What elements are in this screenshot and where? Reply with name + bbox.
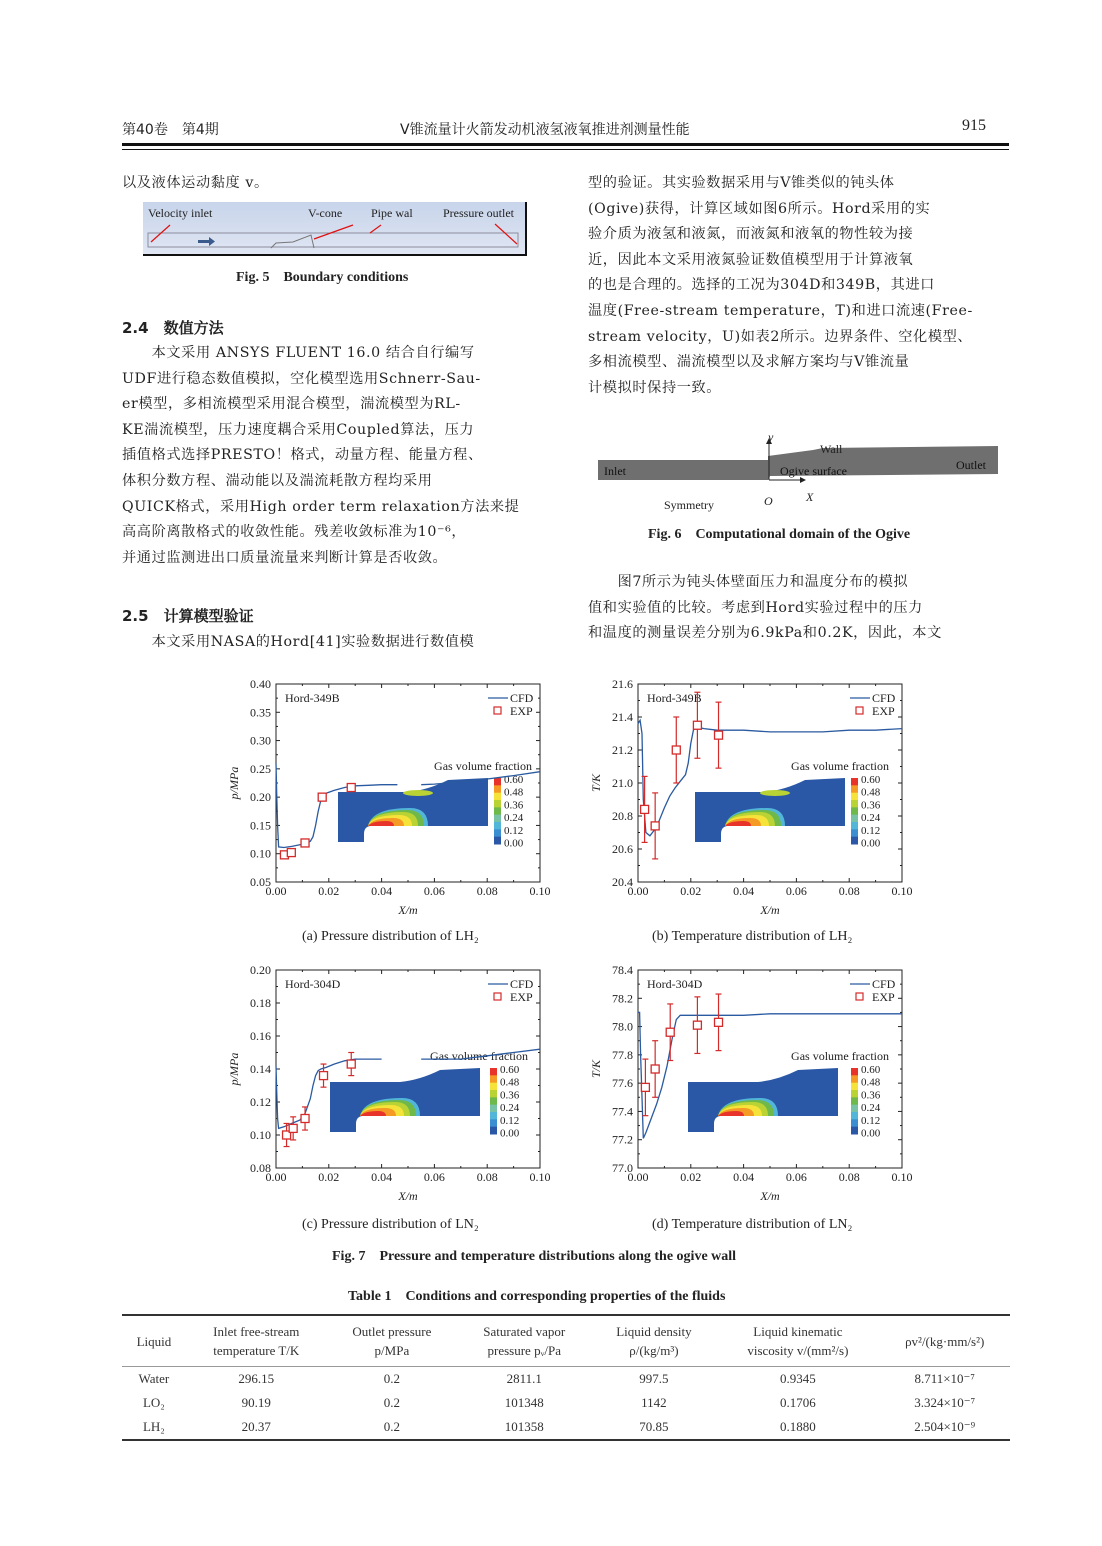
fig7-charts	[0, 660, 1102, 1260]
legend-exp-swatch	[494, 993, 501, 1000]
text-line: 多相流模型、湍流模型以及求解方案均与V锥流量	[588, 354, 910, 371]
exp-marker	[693, 721, 701, 729]
x-tick-label: 0.10	[891, 1170, 913, 1184]
table-header-cell	[716, 1315, 879, 1367]
gas-fraction-contour-inset	[338, 778, 488, 842]
colorbar-swatch	[494, 807, 501, 815]
legend	[488, 691, 534, 718]
contour-band-wall	[760, 790, 790, 796]
section-2-4-heading: 2.4 数值方法	[122, 319, 224, 337]
section-2-5-heading: 2.5 计算模型验证	[122, 607, 254, 625]
colorbar-tick-label: 0.24	[861, 812, 881, 825]
colorbar-title: Gas volume fraction	[430, 1049, 528, 1063]
exp-marker	[641, 1083, 649, 1091]
right-para-1	[588, 171, 1013, 401]
x-tick-label: 0.04	[733, 1170, 755, 1184]
chart-c-subcaption: (c) Pressure distribution of LN₂	[302, 1217, 479, 1232]
right-para-2	[588, 570, 1013, 647]
text-line: (Ogive)获得，计算区域如图6所示。Hord采用的实	[588, 200, 931, 217]
fig6-computational-domain	[598, 430, 1003, 516]
fig5-boundary-conditions	[143, 202, 527, 256]
chart-a-subcaption: (a) Pressure distribution of LH₂	[302, 929, 479, 944]
page-number: 915	[962, 117, 986, 134]
y-axis-label: T/K	[589, 1059, 603, 1079]
x-tick-label: 0.02	[318, 1170, 340, 1184]
colorbar-swatch	[494, 785, 501, 793]
colorbar-swatch	[851, 1127, 858, 1135]
colorbar-title: Gas volume fraction	[791, 759, 889, 773]
y-tick-label: 20.4	[612, 875, 633, 889]
chart-b-subcaption: (b) Temperature distribution of LH₂	[652, 929, 853, 944]
legend-cfd-label: CFD	[510, 691, 534, 705]
chart-b	[589, 677, 913, 917]
contour-band-wall	[403, 790, 433, 796]
table1-caption: Table 1 Conditions and corresponding properties of the fluids	[348, 1289, 726, 1304]
gas-fraction-contour-inset	[688, 1068, 838, 1132]
y-tick-label: 21.0	[612, 776, 633, 790]
colorbar-swatch	[851, 793, 858, 801]
colorbar-swatch	[851, 807, 858, 815]
y-tick-label: 0.10	[250, 1128, 271, 1142]
x-tick-label: 0.00	[265, 1170, 287, 1184]
text-line: 图7所示为钝头体壁面压力和温度分布的模拟	[588, 574, 909, 590]
table-header-cell	[457, 1315, 592, 1367]
exp-marker	[641, 805, 649, 813]
y-tick-label: 77.6	[612, 1076, 633, 1091]
fig5-caption: Fig. 5 Boundary conditions	[236, 270, 409, 285]
exp-marker	[289, 1124, 297, 1132]
y-axis-label: T/K	[589, 773, 603, 793]
exp-point	[347, 784, 355, 792]
colorbar-swatch	[851, 1112, 858, 1120]
exp-marker	[672, 746, 680, 754]
text-line: 验介质为液氢和液氮，而液氮和液氧的物性较为接	[588, 226, 914, 243]
y-tick-label: 21.6	[612, 677, 633, 691]
legend-cfd-label: CFD	[872, 977, 896, 991]
fig6-wall-label: Wall	[820, 442, 843, 456]
x-tick-label: 0.04	[733, 884, 755, 898]
label-pressure-outlet: Pressure outlet	[443, 206, 514, 220]
table-cell: 2811.1	[506, 1371, 542, 1386]
colorbar-tick-label: 0.36	[861, 1089, 881, 1102]
x-axis-label: X/m	[760, 903, 780, 917]
exp-point	[715, 702, 723, 768]
colorbar-swatch	[494, 800, 501, 808]
colorbar-swatch	[851, 1068, 858, 1076]
exp-point	[347, 1053, 355, 1076]
colorbar-swatch	[851, 1075, 858, 1083]
table-cell: 8.711×10⁻⁷	[914, 1371, 975, 1386]
table-header-cell	[327, 1315, 457, 1367]
colorbar-swatch	[851, 837, 858, 845]
table-cell: 997.5	[639, 1371, 669, 1386]
colorbar-swatch	[851, 800, 858, 808]
colorbar-tick-label: 0.48	[861, 786, 881, 799]
table-cell: 101348	[504, 1395, 544, 1410]
colorbar-swatch	[490, 1075, 497, 1083]
legend-cfd-label: CFD	[510, 977, 534, 991]
x-axis-label: X/m	[398, 1189, 418, 1203]
colorbar-swatch	[851, 822, 858, 830]
section-2-5-body	[122, 630, 562, 656]
colorbar-tick-label: 0.60	[861, 1064, 881, 1076]
exp-point	[693, 997, 701, 1054]
exp-point	[715, 994, 723, 1051]
x-tick-label: 0.06	[785, 1170, 807, 1184]
exp-point	[672, 717, 680, 783]
colorbar-swatch	[494, 829, 501, 837]
y-tick-label: 0.20	[250, 790, 271, 805]
legend-exp-label: EXP	[510, 704, 533, 718]
exp-marker	[693, 1021, 701, 1029]
colorbar-tick-label: 0.12	[861, 824, 881, 837]
x-tick-label: 0.04	[371, 1170, 393, 1184]
colorbar-tick-label: 0.12	[504, 824, 524, 837]
text-line: 以及液体运动黏度 v。	[122, 175, 269, 191]
x-tick-label: 0.00	[265, 884, 287, 898]
colorbar-tick-label: 0.00	[861, 837, 881, 850]
header-text: Liquid density	[616, 1324, 692, 1339]
fig6-origin-label: O	[764, 494, 773, 508]
colorbar-swatch	[851, 1083, 858, 1091]
y-tick-label: 0.08	[250, 1161, 271, 1175]
fig6-outlet-label: Outlet	[956, 458, 986, 472]
header-text: temperature T/K	[213, 1343, 300, 1358]
table-row	[122, 1415, 1010, 1440]
legend-exp-swatch	[856, 707, 863, 714]
table-header-cell	[879, 1315, 1010, 1367]
header-text: ρ/(kg/m³)	[629, 1343, 679, 1358]
y-axis-label: p/MPa	[227, 1052, 241, 1086]
text-line: KE湍流模型，压力速度耦合采用Coupled算法，压力	[122, 421, 475, 438]
colorbar-tick-label: 0.60	[861, 774, 881, 786]
exp-marker	[715, 731, 723, 739]
table-cell: 0.1880	[716, 1415, 879, 1440]
colorbar-swatch	[494, 793, 501, 801]
fig6-ogive-label: Ogive surface	[780, 464, 847, 478]
journal-volume-issue: 第40卷 第4期	[122, 122, 219, 138]
y-tick-label: 0.30	[250, 733, 271, 748]
colorbar-tick-label: 0.48	[504, 786, 524, 799]
y-tick-label: 21.4	[612, 710, 633, 724]
table-cell: 296.15	[238, 1371, 275, 1386]
colorbar-tick-label: 0.12	[500, 1114, 520, 1127]
header-rule-thin	[122, 149, 1009, 150]
exp-point	[318, 793, 326, 801]
colorbar-swatch	[851, 829, 858, 837]
y-tick-label: 0.18	[250, 996, 271, 1010]
y-tick-label: 0.15	[250, 818, 271, 833]
text-line: 体积分数方程、湍动能以及湍流耗散方程均采用	[122, 472, 433, 489]
table-row	[122, 1391, 1010, 1415]
exp-marker	[287, 849, 295, 857]
label-velocity-inlet: Velocity inlet	[148, 206, 213, 220]
legend	[850, 977, 896, 1004]
intro-line	[122, 171, 269, 197]
text-line: 高高阶离散格式的收敛性能。残差收敛标准为10⁻⁶，	[122, 524, 467, 541]
colorbar-swatch	[490, 1068, 497, 1076]
y-tick-label: 0.20	[250, 963, 271, 977]
x-axis-label: X/m	[760, 1189, 780, 1203]
x-axis-label: X/m	[398, 903, 418, 917]
gas-fraction-contour-inset	[330, 1068, 480, 1132]
exp-marker	[347, 1060, 355, 1068]
exp-marker	[651, 1065, 659, 1073]
table-cell: 20.37	[186, 1415, 327, 1440]
table-cell: LH₂	[122, 1415, 186, 1440]
flow-direction-arrow-icon	[198, 237, 215, 246]
colorbar-swatch	[851, 815, 858, 823]
header-text: Liquid	[136, 1333, 172, 1349]
v-cone-shape	[271, 235, 314, 248]
legend-exp-label: EXP	[872, 990, 895, 1004]
y-axis-label: p/MPa	[227, 766, 241, 800]
colorbar-title: Gas volume fraction	[434, 759, 532, 773]
header-text: Liquid kinematic	[753, 1324, 843, 1339]
fig6-inlet-label: Inlet	[604, 464, 626, 478]
y-tick-label: 21.2	[612, 743, 633, 757]
colorbar-swatch	[851, 1090, 858, 1098]
colorbar-swatch	[490, 1097, 497, 1105]
colorbar-swatch	[851, 778, 858, 786]
text-line: 计模拟时保持一致。	[588, 379, 722, 396]
text-line: 并通过监测进出口质量流量来判断计算是否收敛。	[122, 549, 448, 566]
section-2-4-body	[122, 341, 562, 571]
x-tick-label: 0.06	[423, 884, 445, 898]
chart-a	[227, 677, 551, 917]
header-rule-thick	[122, 143, 1009, 146]
chart-title: Hord-304D	[647, 977, 703, 991]
x-tick-label: 0.08	[838, 1170, 860, 1184]
text-line: 型的验证。其实验数据采用与V锥类似的钝头体	[588, 175, 895, 191]
legend-exp-swatch	[856, 993, 863, 1000]
fig6-x-label: X	[806, 490, 814, 504]
exp-marker	[651, 822, 659, 830]
x-tick-label: 0.04	[371, 884, 393, 898]
table-cell: 0.2	[327, 1415, 457, 1440]
x-tick-label: 0.02	[680, 884, 702, 898]
colorbar-tick-label: 0.36	[500, 1089, 520, 1102]
colorbar-tick-label: 0.00	[500, 1127, 520, 1140]
table-cell: 0.1706	[780, 1395, 816, 1410]
colorbar-swatch	[490, 1112, 497, 1120]
table-cell: 0.2	[383, 1371, 400, 1386]
y-tick-label: 77.0	[612, 1161, 633, 1175]
colorbar-swatch	[490, 1090, 497, 1098]
chart-title: Hord-349B	[285, 691, 340, 705]
legend-exp-label: EXP	[872, 704, 895, 718]
header-text: pressure pᵥ/Pa	[487, 1343, 561, 1358]
colorbar-tick-label: 0.48	[500, 1076, 520, 1089]
table-cell: Water	[138, 1371, 170, 1386]
colorbar-title: Gas volume fraction	[791, 1049, 889, 1063]
legend-cfd-label: CFD	[872, 691, 896, 705]
exp-point	[666, 1004, 674, 1061]
y-tick-label: 78.2	[612, 991, 633, 1006]
label-v-cone: V-cone	[308, 206, 343, 220]
table-row	[122, 1367, 1010, 1392]
text-line: er模型，多相流模型采用混合模型，湍流模型为RL-	[122, 396, 461, 413]
table-cell: 70.85	[592, 1415, 717, 1440]
y-tick-label: 20.6	[612, 842, 633, 856]
table-header-cell	[592, 1315, 717, 1367]
x-tick-label: 0.00	[627, 884, 649, 898]
text-line: 的也是合理的。选择的工况为304D和349B，其进口	[588, 277, 935, 294]
header-text: viscosity v/(mm²/s)	[747, 1343, 849, 1358]
text-line: 近，因此本文采用液氮验证数值模型用于计算液氧	[588, 251, 914, 268]
table-header-row	[122, 1315, 1010, 1367]
colorbar-tick-label: 0.00	[504, 837, 524, 850]
y-tick-label: 77.8	[612, 1047, 633, 1062]
colorbar-tick-label: 0.60	[504, 774, 524, 786]
exp-marker	[320, 1072, 328, 1080]
table-cell: 101358	[457, 1415, 592, 1440]
label-pipe-wall: Pipe wal	[371, 206, 413, 220]
y-tick-label: 77.2	[612, 1132, 633, 1147]
fig6-y-label: y	[768, 430, 774, 444]
chart-title: Hord-349B	[647, 691, 702, 705]
y-tick-label: 0.12	[250, 1095, 271, 1109]
text-line: 插值格式选择PRESTO！格式，动量方程、能量方程、	[122, 447, 483, 464]
y-tick-label: 77.4	[612, 1104, 633, 1119]
colorbar-tick-label: 0.36	[861, 799, 881, 812]
text-line: QUICK格式，采用High order term relaxation方法来提	[122, 498, 520, 515]
legend	[488, 977, 534, 1004]
fig6-symmetry-label: Symmetry	[664, 498, 714, 512]
table1	[122, 1314, 1010, 1441]
running-title: V锥流量计火箭发动机液氢液氧推进剂测量性能	[400, 122, 690, 138]
table-cell: 90.19	[241, 1395, 271, 1410]
x-tick-label: 0.10	[529, 884, 551, 898]
header-text: Saturated vapor	[483, 1324, 566, 1339]
exp-point	[301, 1107, 309, 1130]
table-cell: 0.9345	[780, 1371, 816, 1386]
colorbar-tick-label: 0.12	[861, 1114, 881, 1127]
table-cell: 2.504×10⁻⁹	[879, 1415, 1010, 1440]
legend-exp-swatch	[494, 707, 501, 714]
table-header-cell	[186, 1315, 327, 1367]
text-line: 温度(Free-stream temperature，T)和进口流速(Free-	[588, 302, 973, 319]
y-tick-label: 78.0	[612, 1019, 633, 1034]
y-tick-label: 0.25	[250, 761, 271, 776]
table-cell: 0.2	[383, 1395, 400, 1410]
header-text: p/MPa	[374, 1343, 410, 1358]
colorbar-swatch	[494, 837, 501, 845]
text-line: UDF进行稳态数值模拟，空化模型选用Schnerr-Sau-	[122, 370, 481, 387]
colorbar-tick-label: 0.36	[504, 799, 524, 812]
y-tick-label: 0.14	[250, 1062, 271, 1076]
table-cell: 3.324×10⁻⁷	[914, 1395, 976, 1410]
header-text: Inlet free-stream	[213, 1324, 300, 1339]
x-tick-label: 0.10	[529, 1170, 551, 1184]
x-tick-label: 0.10	[891, 884, 913, 898]
legend-exp-label: EXP	[510, 990, 533, 1004]
colorbar-tick-label: 0.48	[861, 1076, 881, 1089]
text-line: stream velocity，U)如表2所示。边界条件、空化模型、	[588, 328, 973, 345]
x-tick-label: 0.06	[785, 884, 807, 898]
exp-marker	[347, 784, 355, 792]
chart-d	[589, 963, 913, 1203]
colorbar-tick-label: 0.60	[500, 1064, 520, 1076]
colorbar-swatch	[494, 815, 501, 823]
exp-marker	[666, 1028, 674, 1036]
text-line: 值和实验值的比较。考虑到Hord实验过程中的压力	[588, 599, 923, 616]
legend	[850, 691, 896, 718]
colorbar-swatch	[490, 1127, 497, 1135]
exp-point	[641, 776, 649, 842]
colorbar-swatch	[490, 1105, 497, 1113]
x-tick-label: 0.08	[838, 884, 860, 898]
x-tick-label: 0.08	[476, 1170, 498, 1184]
y-tick-label: 78.4	[612, 963, 633, 977]
x-tick-label: 0.02	[318, 884, 340, 898]
text-line: 和温度的测量误差分别为6.9kPa和0.2K，因此，本文	[588, 625, 942, 642]
colorbar-swatch	[494, 778, 501, 786]
exp-marker	[301, 839, 309, 847]
exp-point	[301, 839, 309, 847]
table-cell: 1142	[641, 1395, 667, 1410]
chart-title: Hord-304D	[285, 977, 341, 991]
chart-c	[227, 963, 551, 1203]
y-tick-label: 0.35	[250, 705, 271, 720]
header-text: Outlet pressure	[352, 1324, 432, 1339]
fig6-caption: Fig. 6 Computational domain of the Ogive	[648, 527, 911, 542]
colorbar-swatch	[490, 1119, 497, 1127]
x-tick-label: 0.02	[680, 1170, 702, 1184]
header-text: ρv²/(kg·mm/s²)	[905, 1333, 985, 1349]
colorbar-swatch	[494, 822, 501, 830]
colorbar-swatch	[851, 1119, 858, 1127]
exp-marker	[318, 793, 326, 801]
fig7-caption: Fig. 7 Pressure and temperature distributions along the ogive wall	[332, 1249, 737, 1264]
colorbar-tick-label: 0.24	[504, 812, 524, 825]
colorbar-swatch	[851, 1105, 858, 1113]
exp-marker	[301, 1115, 309, 1123]
colorbar-tick-label: 0.00	[861, 1127, 881, 1140]
y-tick-label: 0.16	[250, 1029, 271, 1043]
gas-fraction-contour-inset	[695, 778, 845, 842]
colorbar-swatch	[490, 1083, 497, 1091]
text-line: 本文采用NASA的Hord[41]实验数据进行数值模	[122, 634, 475, 650]
y-tick-label: 0.05	[250, 875, 271, 889]
exp-point	[651, 793, 659, 859]
colorbar-swatch	[851, 785, 858, 793]
colorbar-tick-label: 0.24	[500, 1102, 520, 1115]
y-tick-label: 0.10	[250, 846, 271, 861]
x-tick-label: 0.00	[627, 1170, 649, 1184]
chart-d-subcaption: (d) Temperature distribution of LN₂	[652, 1217, 853, 1232]
text-line: 本文采用 ANSYS FLUENT 16.0 结合自行编写	[122, 345, 475, 361]
x-tick-label: 0.08	[476, 884, 498, 898]
colorbar-tick-label: 0.24	[861, 1102, 881, 1115]
exp-point	[651, 1041, 659, 1098]
colorbar-swatch	[851, 1097, 858, 1105]
exp-point	[287, 849, 295, 857]
y-tick-label: 0.40	[250, 677, 271, 691]
y-tick-label: 20.8	[612, 809, 633, 823]
table-header-cell	[122, 1315, 186, 1367]
table-cell: LO₂	[142, 1395, 165, 1410]
x-tick-label: 0.06	[423, 1170, 445, 1184]
exp-marker	[715, 1018, 723, 1026]
